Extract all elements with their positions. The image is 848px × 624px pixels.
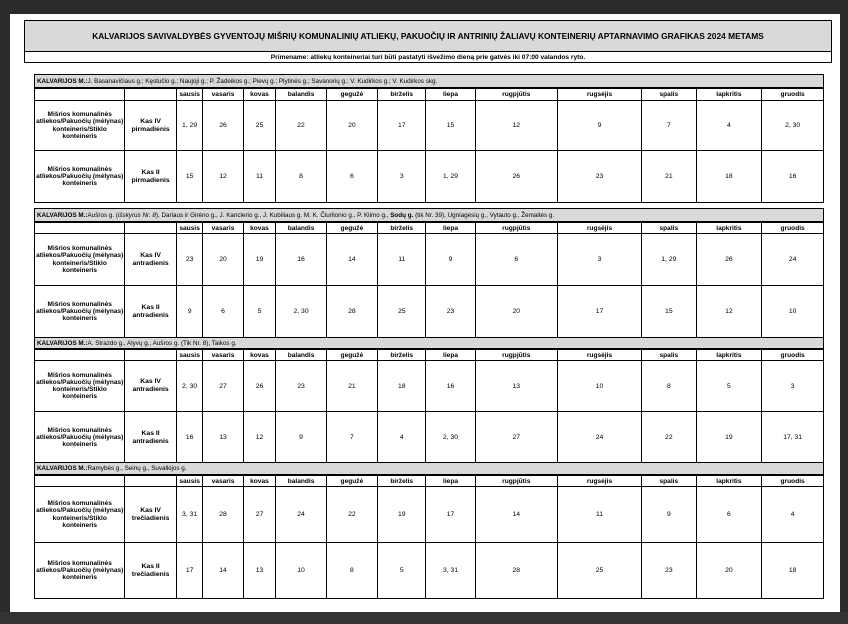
container-type: Mišrios komunalinės atliekos/Pakuočių (mėlynas) konteineris/Stiklo konteineris [35, 234, 125, 286]
town-label: KALVARIJOS M.: [37, 465, 88, 472]
month-header: lapkritis [696, 223, 762, 234]
collection-dates: 6 [326, 151, 377, 203]
collection-dates: 13 [203, 412, 243, 464]
month-header: rugpjūtis [475, 350, 557, 361]
collection-dates: 13 [475, 361, 557, 412]
reminder-box [24, 52, 832, 63]
collection-dates: 10 [762, 286, 824, 338]
collection-dates: 26 [475, 151, 557, 203]
collection-dates: 11 [557, 487, 641, 543]
schedule-section-3 [34, 337, 824, 464]
month-header: gruodis [762, 223, 824, 234]
collection-dates: 17 [557, 286, 641, 338]
viewer-bottom-bar [0, 612, 848, 624]
collection-dates: 20 [326, 101, 377, 151]
month-header: vasaris [203, 223, 243, 234]
collection-dates: 17 [176, 543, 203, 599]
streets-header [34, 208, 824, 222]
viewer-top-bar [0, 0, 848, 14]
month-header-row [35, 350, 824, 361]
collection-dates: 1, 29 [176, 101, 203, 151]
collection-dates: 20 [696, 543, 762, 599]
collection-dates: 22 [276, 101, 326, 151]
collection-dates: 15 [642, 286, 696, 338]
schedule-row [35, 543, 824, 599]
document-title: KALVARIJOS SAVIVALDYBĖS GYVENTOJŲ MIŠRIŲ KOMUNALINIŲ ATLIEKŲ, PAKUOČIŲ IR ANTRINIŲ ŽALIAVŲ KONTEINERIŲ APTARNAVIMO GRAFIKAS 2024 METAMS [92, 31, 764, 41]
month-header: kovas [243, 350, 276, 361]
document-title-box [24, 20, 832, 52]
document-page [10, 14, 840, 612]
collection-dates: 3 [762, 361, 824, 412]
collection-dates: 5 [243, 286, 276, 338]
month-header-row [35, 89, 824, 101]
header-blank [125, 476, 176, 487]
collection-dates: 21 [642, 151, 696, 203]
container-type: Mišrios komunalinės atliekos/Pakuočių (mėlynas) konteineris/Stiklo konteineris [35, 101, 125, 151]
collection-dates: 24 [557, 412, 641, 464]
container-type: Mišrios komunalinės atliekos/Pakuočių (mėlynas) konteineris [35, 286, 125, 338]
month-header: balandis [276, 89, 326, 101]
schedule-row [35, 101, 824, 151]
collection-dates: 9 [276, 412, 326, 464]
month-header: gruodis [762, 476, 824, 487]
collection-dates: 20 [475, 286, 557, 338]
collection-dates: 10 [276, 543, 326, 599]
collection-dates: 9 [557, 101, 641, 151]
collection-dates: 18 [696, 151, 762, 203]
schedule-row [35, 286, 824, 338]
collection-dates: 19 [378, 487, 426, 543]
collection-dates: 24 [762, 234, 824, 286]
month-header: gruodis [762, 350, 824, 361]
collection-dates: 17, 31 [762, 412, 824, 464]
header-blank [35, 476, 125, 487]
collection-dates: 12 [696, 286, 762, 338]
collection-dates: 26 [696, 234, 762, 286]
collection-dates: 8 [642, 361, 696, 412]
month-header: birželis [378, 476, 426, 487]
container-type: Mišrios komunalinės atliekos/Pakuočių (mėlynas) konteineris [35, 412, 125, 464]
collection-dates: 14 [203, 543, 243, 599]
collection-dates: 26 [243, 361, 276, 412]
container-type: Mišrios komunalinės atliekos/Pakuočių (mėlynas) konteineris/Stiklo konteineris [35, 487, 125, 543]
streets-header [34, 337, 824, 349]
collection-frequency: Kas IV antradienis [125, 234, 176, 286]
collection-dates: 3 [557, 234, 641, 286]
collection-dates: 12 [475, 101, 557, 151]
schedule-row [35, 412, 824, 464]
month-header: birželis [378, 223, 426, 234]
collection-dates: 1, 29 [642, 234, 696, 286]
collection-dates: 23 [276, 361, 326, 412]
schedule-section-1 [34, 74, 824, 203]
month-header: spalis [642, 89, 696, 101]
month-header: spalis [642, 476, 696, 487]
month-header: birželis [378, 89, 426, 101]
town-label: KALVARIJOS M.: [37, 211, 88, 219]
month-header: gegužė [326, 350, 377, 361]
container-type: Mišrios komunalinės atliekos/Pakuočių (mėlynas) konteineris/Stiklo konteineris [35, 361, 125, 412]
month-header: sausis [176, 476, 203, 487]
month-header: rugpjūtis [475, 223, 557, 234]
collection-dates: 16 [176, 412, 203, 464]
month-header: liepa [426, 89, 475, 101]
month-header: lapkritis [696, 89, 762, 101]
collection-dates: 13 [243, 543, 276, 599]
collection-dates: 25 [557, 543, 641, 599]
collection-dates: 8 [326, 543, 377, 599]
month-header: sausis [176, 223, 203, 234]
collection-dates: 27 [243, 487, 276, 543]
collection-dates: 15 [426, 101, 475, 151]
container-type: Mišrios komunalinės atliekos/Pakuočių (mėlynas) konteineris [35, 151, 125, 203]
header-blank [125, 223, 176, 234]
collection-dates: 24 [276, 487, 326, 543]
month-header: liepa [426, 476, 475, 487]
collection-dates: 7 [326, 412, 377, 464]
collection-dates: 11 [378, 234, 426, 286]
month-header: balandis [276, 223, 326, 234]
streets-fragment: Aušros g. ( [87, 211, 118, 219]
month-header: gegužė [326, 223, 377, 234]
month-header: sausis [176, 350, 203, 361]
collection-dates: 17 [378, 101, 426, 151]
month-header: birželis [378, 350, 426, 361]
month-header: rugpjūtis [475, 476, 557, 487]
month-header: rugsėjis [557, 223, 641, 234]
collection-frequency: Kas II pirmadienis [125, 151, 176, 203]
month-header: kovas [243, 223, 276, 234]
collection-dates: 12 [203, 151, 243, 203]
month-header: gegužė [326, 476, 377, 487]
collection-dates: 28 [475, 543, 557, 599]
month-header: rugsėjis [557, 89, 641, 101]
collection-dates: 26 [203, 101, 243, 151]
schedule-table [34, 349, 824, 464]
collection-dates: 17 [426, 487, 475, 543]
month-header: kovas [243, 476, 276, 487]
streets-fragment: ), Dariaus ir Girėno g., J. Kanclerio g., J. Kubiliaus g. M. K. Čiurlionio g., P. Klimo g., [155, 211, 391, 219]
collection-dates: 9 [176, 286, 203, 338]
month-header: vasaris [203, 350, 243, 361]
month-header: liepa [426, 350, 475, 361]
streets-list: A. Strazdo g., Alyvų g., Aušros g. (Tik Nr. 8), Taikos g. [87, 339, 237, 347]
schedule-row [35, 361, 824, 412]
month-header: lapkritis [696, 476, 762, 487]
month-header: spalis [642, 223, 696, 234]
schedule-table [34, 222, 824, 338]
collection-dates: 16 [426, 361, 475, 412]
streets-list [88, 212, 555, 219]
header-blank [35, 223, 125, 234]
collection-dates: 2, 30 [762, 101, 824, 151]
schedule-table [34, 475, 824, 599]
streets-fragment: Sodų g. [390, 211, 414, 219]
collection-dates: 12 [243, 412, 276, 464]
collection-dates: 2, 30 [276, 286, 326, 338]
collection-dates: 23 [557, 151, 641, 203]
town-label: KALVARIJOS M.: [37, 339, 88, 347]
month-header-row [35, 476, 824, 487]
reminder-text: Primename: atliekų konteineriai turi būti pastatyti išvežimo dieną prie gatvės iki 07:00 valandos ryto. [270, 53, 586, 61]
collection-dates: 25 [243, 101, 276, 151]
schedule-row [35, 234, 824, 286]
streets-fragment: (tik Nr. 39), Ugniagesių g., Vytauto g., Žemaitės g. [413, 211, 555, 219]
collection-dates: 28 [326, 286, 377, 338]
collection-dates: 1, 29 [426, 151, 475, 203]
month-header: gegužė [326, 89, 377, 101]
collection-dates: 11 [243, 151, 276, 203]
collection-dates: 9 [426, 234, 475, 286]
month-header: gruodis [762, 89, 824, 101]
schedule-table [34, 88, 824, 203]
schedule-section-4 [34, 462, 824, 599]
header-blank [125, 89, 176, 101]
streets-header [34, 462, 824, 475]
month-header: liepa [426, 223, 475, 234]
collection-dates: 6 [203, 286, 243, 338]
collection-dates: 2, 30 [426, 412, 475, 464]
collection-dates: 14 [326, 234, 377, 286]
collection-dates: 25 [378, 286, 426, 338]
collection-dates: 28 [203, 487, 243, 543]
collection-dates: 9 [642, 487, 696, 543]
month-header: balandis [276, 350, 326, 361]
month-header-row [35, 223, 824, 234]
collection-dates: 7 [642, 101, 696, 151]
collection-frequency: Kas II antradienis [125, 286, 176, 338]
collection-dates: 18 [762, 543, 824, 599]
collection-dates: 3, 31 [176, 487, 203, 543]
streets-list: J. Basanavičiaus g.; Kęstučio g.; Naujoji g.; P. Žadeikos g.; Pievų g.; Plytinės g.; Savanorių g.; V. Kudirkos g.; V. Kudirkos skg. [87, 77, 438, 85]
collection-dates: 2, 30 [176, 361, 203, 412]
collection-dates: 5 [696, 361, 762, 412]
container-type: Mišrios komunalinės atliekos/Pakuočių (mėlynas) konteineris [35, 543, 125, 599]
collection-dates: 4 [696, 101, 762, 151]
collection-dates: 23 [176, 234, 203, 286]
collection-dates: 4 [378, 412, 426, 464]
month-header: vasaris [203, 89, 243, 101]
collection-frequency: Kas II trečiadienis [125, 543, 176, 599]
collection-dates: 22 [326, 487, 377, 543]
month-header: kovas [243, 89, 276, 101]
collection-dates: 27 [203, 361, 243, 412]
collection-dates: 22 [642, 412, 696, 464]
schedule-section-2 [34, 208, 824, 338]
month-header: sausis [176, 89, 203, 101]
collection-dates: 10 [557, 361, 641, 412]
month-header: spalis [642, 350, 696, 361]
schedule-row [35, 487, 824, 543]
collection-frequency: Kas IV pirmadienis [125, 101, 176, 151]
header-blank [125, 350, 176, 361]
collection-dates: 8 [276, 151, 326, 203]
collection-dates: 3 [378, 151, 426, 203]
collection-dates: 21 [326, 361, 377, 412]
town-label: KALVARIJOS M.: [37, 77, 88, 85]
month-header: rugpjūtis [475, 89, 557, 101]
month-header: vasaris [203, 476, 243, 487]
collection-dates: 19 [243, 234, 276, 286]
month-header: lapkritis [696, 350, 762, 361]
collection-dates: 23 [642, 543, 696, 599]
streets-list: Ramybės g., Seinų g., Suvalkijos g. [87, 465, 187, 472]
streets-header [34, 74, 824, 88]
collection-dates: 6 [475, 234, 557, 286]
collection-frequency: Kas II antradienis [125, 412, 176, 464]
header-blank [35, 89, 125, 101]
collection-dates: 27 [475, 412, 557, 464]
collection-dates: 14 [475, 487, 557, 543]
header-blank [35, 350, 125, 361]
collection-frequency: Kas IV antradienis [125, 361, 176, 412]
collection-dates: 3, 31 [426, 543, 475, 599]
collection-dates: 19 [696, 412, 762, 464]
collection-dates: 16 [276, 234, 326, 286]
collection-dates: 15 [176, 151, 203, 203]
collection-dates: 20 [203, 234, 243, 286]
collection-dates: 18 [378, 361, 426, 412]
month-header: rugsėjis [557, 476, 641, 487]
schedule-row [35, 151, 824, 203]
collection-dates: 5 [378, 543, 426, 599]
collection-dates: 4 [762, 487, 824, 543]
collection-dates: 16 [762, 151, 824, 203]
collection-dates: 23 [426, 286, 475, 338]
collection-frequency: Kas IV trečiadienis [125, 487, 176, 543]
month-header: balandis [276, 476, 326, 487]
streets-fragment: išskyrus Nr. 8 [117, 211, 156, 219]
collection-dates: 6 [696, 487, 762, 543]
month-header: rugsėjis [557, 350, 641, 361]
